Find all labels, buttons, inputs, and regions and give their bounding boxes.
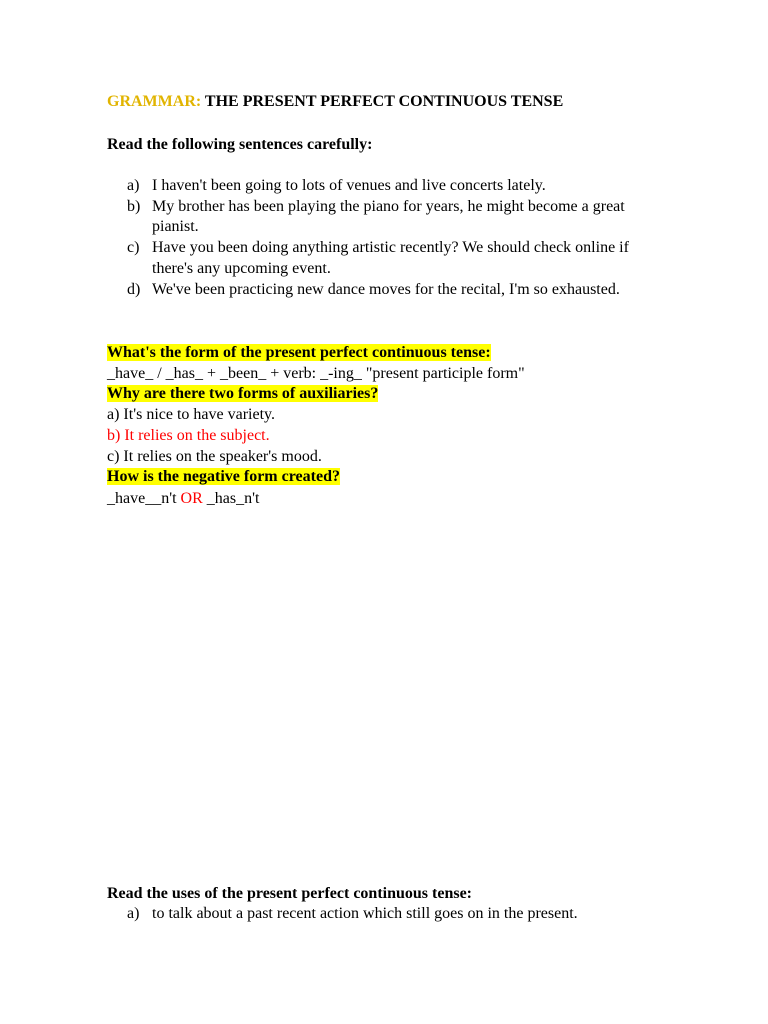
title-text: THE PRESENT PERFECT CONTINUOUS TENSE — [204, 93, 564, 110]
option-a: a) It's nice to have variety. — [107, 406, 275, 423]
list-marker: a) — [127, 177, 140, 194]
use-text: to talk about a past recent action which still goes on in the present. — [152, 905, 578, 922]
sentence-text: Have you been doing anything artistic recently? We should check online if there's any upcoming event. — [152, 239, 629, 277]
sentence-list — [127, 176, 647, 300]
answer-form: _have_ / _has_ + _been_ + verb: _-ing_ "present participle form" — [107, 365, 525, 382]
instructions-heading: Read the following sentences carefully: — [107, 136, 373, 153]
answer-negative-or: OR — [180, 490, 203, 507]
uses-heading: Read the uses of the present perfect continuous tense: — [107, 885, 472, 902]
question-form — [107, 343, 491, 363]
list-marker: d) — [127, 280, 141, 298]
option-b-correct: b) It relies on the subject. — [107, 427, 270, 444]
list-item — [127, 238, 647, 279]
question-auxiliaries-text: Why are there two forms of auxiliaries? — [107, 385, 379, 402]
page-title — [107, 92, 563, 112]
question-form-text: What's the form of the present perfect continuous tense: — [107, 344, 491, 361]
question-negative-text: How is the negative form created? — [107, 468, 340, 485]
uses-list — [127, 904, 687, 925]
sentence-text: I haven't been going to lots of venues and live concerts lately. — [152, 177, 546, 194]
option-c: c) It relies on the speaker's mood. — [107, 448, 322, 465]
answer-negative — [107, 489, 259, 509]
answer-negative-part2: _has_n't — [202, 490, 260, 507]
list-item — [127, 280, 647, 301]
sentence-text: We've been practicing new dance moves for the recital, I'm so exhausted. — [152, 280, 620, 298]
list-marker: b) — [127, 197, 141, 215]
list-marker: a) — [127, 905, 140, 922]
question-auxiliaries — [107, 384, 378, 404]
title-label: GRAMMAR: — [107, 93, 202, 110]
answer-negative-part1: _have__n't — [107, 490, 181, 507]
question-negative — [107, 467, 340, 487]
list-item — [127, 176, 647, 197]
list-item — [127, 197, 647, 238]
sentence-text: My brother has been playing the piano for years, he might become a great pianist. — [152, 197, 625, 236]
list-item — [127, 904, 687, 925]
list-marker: c) — [127, 239, 140, 257]
